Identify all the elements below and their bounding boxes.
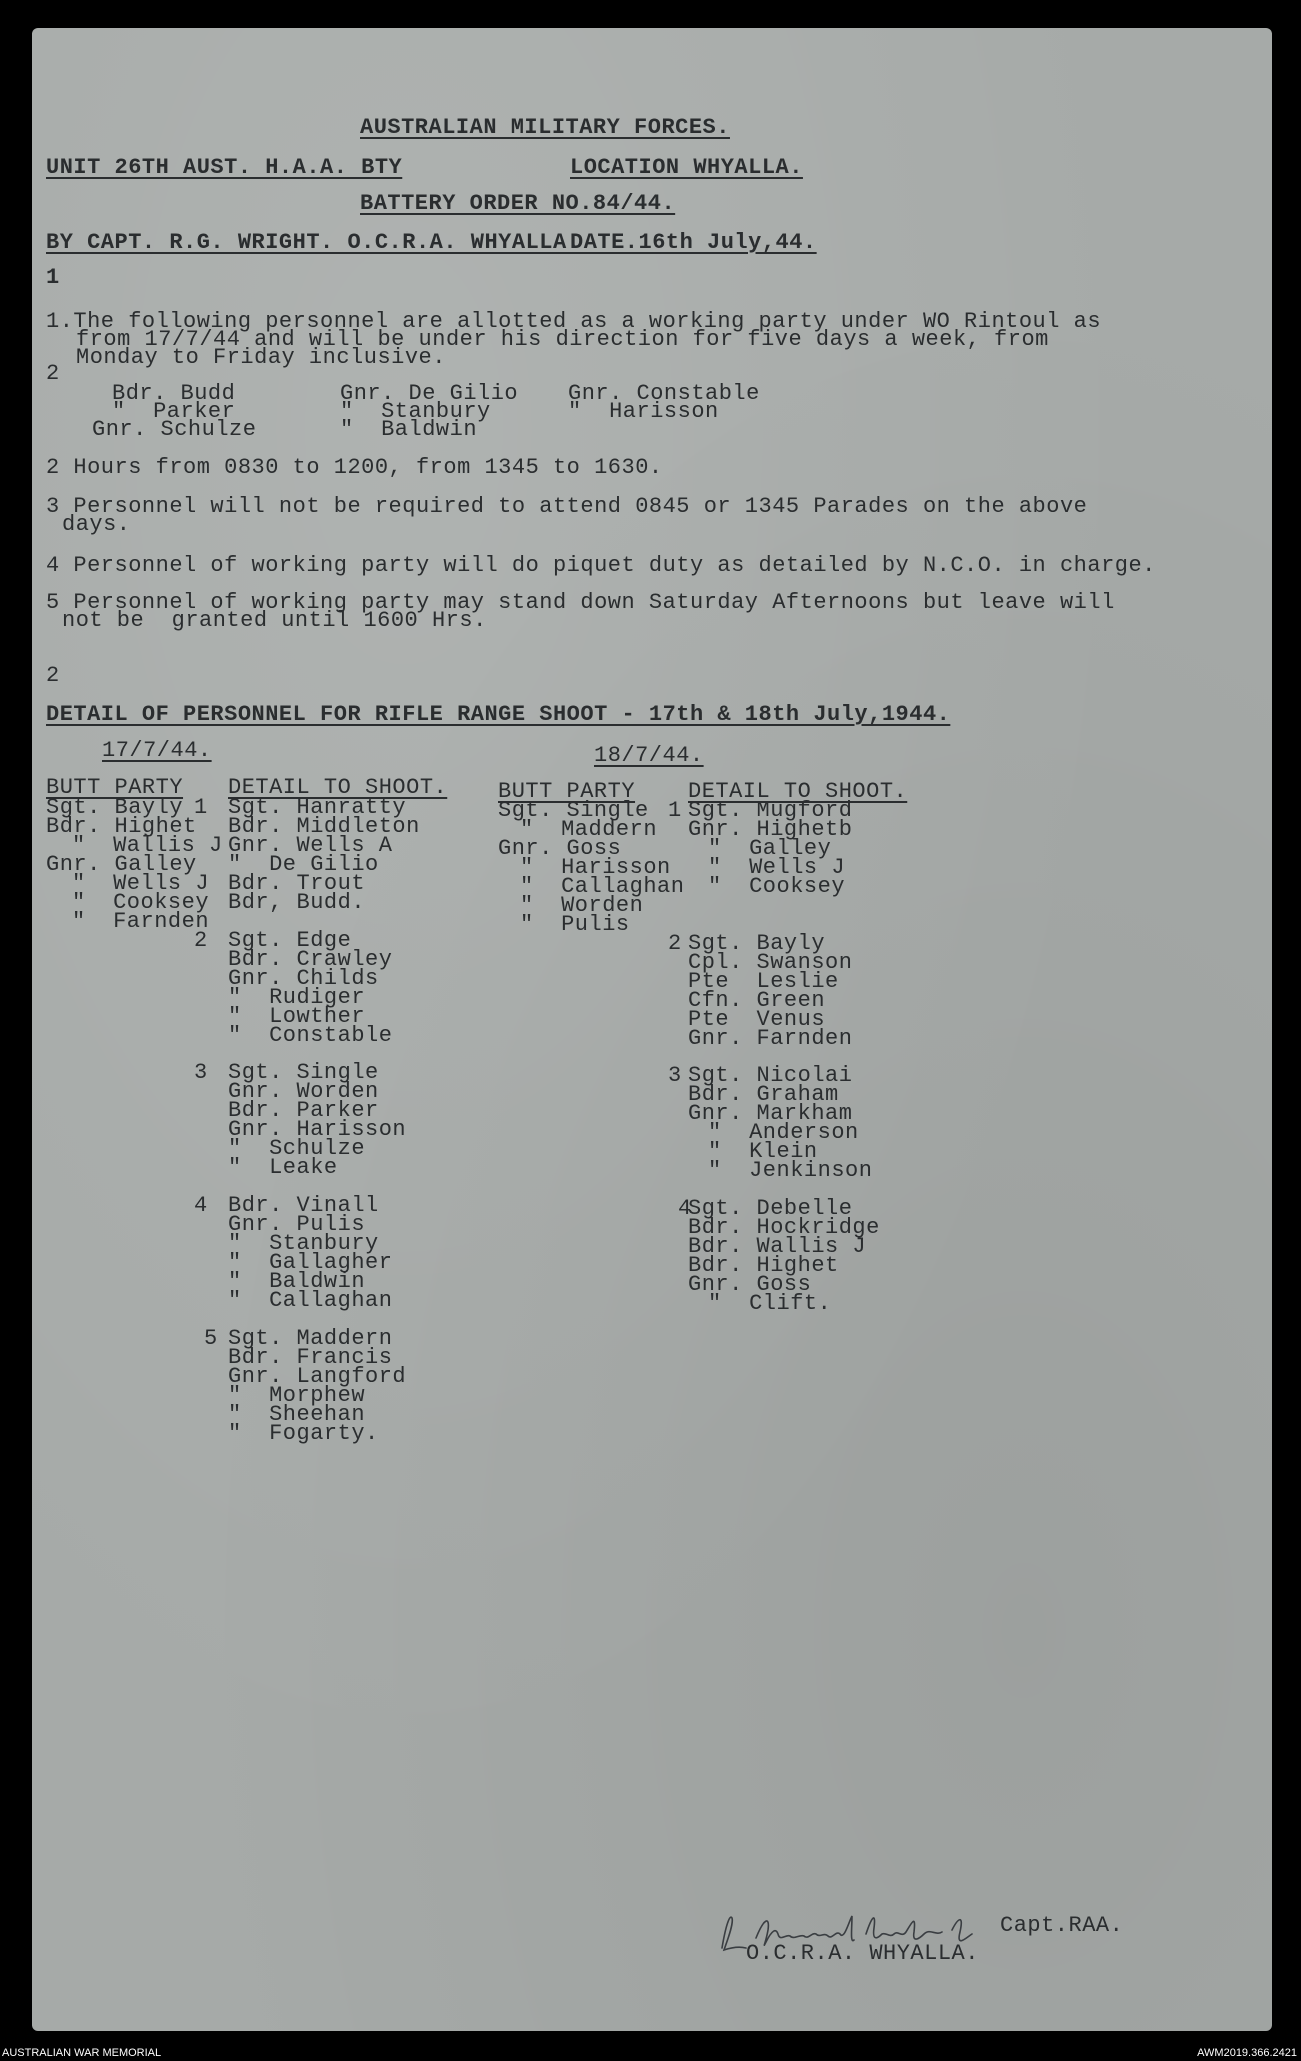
group-number: 5: [204, 1326, 218, 1351]
location-line: LOCATION WHYALLA.: [570, 155, 803, 180]
personnel-r1-c1: Bdr. Budd: [112, 381, 236, 406]
list-item: Bdr. Vinall: [228, 1193, 379, 1218]
personnel-r3-c2: " Baldwin: [340, 417, 478, 442]
list-item: Sgt. Single: [228, 1060, 379, 1085]
list-item: " Jenkinson: [708, 1158, 873, 1183]
list-item: " Worden: [520, 893, 644, 918]
day1-date: 17/7/44.: [102, 738, 212, 763]
archive-credit: AUSTRALIAN WAR MEMORIAL: [2, 2047, 162, 2059]
personnel-r1-c3: Gnr. Constable: [568, 381, 760, 406]
personnel-r1-c2: Gnr. De Gilio: [340, 381, 519, 406]
personnel-r2-c3: " Harisson: [568, 399, 719, 424]
para4: 4 Personnel of working party will do piquet duty as detailed by N.C.O. in charge.: [46, 553, 1156, 578]
para1-line3: Monday to Friday inclusive.: [76, 345, 446, 370]
list-item: Sgt. Nicolai: [688, 1063, 853, 1088]
document-page: [32, 28, 1272, 2031]
list-item: Gnr. Langford: [228, 1364, 407, 1389]
list-item: Gnr. Worden: [228, 1079, 379, 1104]
list-item: " Maddern: [520, 817, 658, 842]
archive-reference: AWM2019.366.2421: [1197, 2047, 1297, 2059]
list-item: Pte Leslie: [688, 969, 839, 994]
list-item: " Leake: [228, 1155, 338, 1180]
group-number: 4: [678, 1196, 692, 1221]
list-item: Bdr. Trout: [228, 871, 366, 896]
list-item: Gnr. Childs: [228, 966, 379, 991]
list-item: Gnr. Goss: [688, 1272, 812, 1297]
day1-detail-header: DETAIL TO SHOOT.: [228, 775, 448, 800]
list-item: Cfn. Green: [688, 988, 826, 1013]
list-item: Bdr, Budd.: [228, 890, 366, 915]
list-item: " Wallis J: [72, 833, 223, 858]
list-item: " Clift.: [708, 1291, 832, 1316]
list-item: " Pulis: [520, 912, 630, 937]
list-item: " Schulze: [228, 1136, 366, 1161]
list-item: Sgt. Mugford: [688, 798, 853, 823]
para5-line2: not be granted until 1600 Hrs.: [62, 608, 487, 633]
signature-rank: Capt.RAA.: [1000, 1913, 1124, 1938]
list-item: Bdr. Hockridge: [688, 1215, 880, 1240]
org-heading: AUSTRALIAN MILITARY FORCES.: [360, 115, 730, 140]
list-item: Bdr. Middleton: [228, 814, 420, 839]
personnel-r3-c1: Gnr. Schulze: [92, 417, 257, 442]
list-item: Sgt. Single: [498, 798, 649, 823]
list-item: " Farnden: [72, 909, 210, 934]
list-item: " Rudiger: [228, 985, 366, 1010]
list-item: Gnr. Farnden: [688, 1026, 853, 1051]
group-number: 3: [668, 1063, 682, 1088]
day2-date: 18/7/44.: [594, 743, 704, 768]
list-item: " De Gilio: [228, 852, 379, 877]
para5-line1: 5 Personnel of working party may stand down Saturday Afternoons but leave will: [46, 590, 1115, 615]
personnel-r2-c1: " Parker: [112, 399, 236, 424]
list-item: " Callaghan: [520, 874, 685, 899]
group-number: 1: [668, 798, 682, 823]
list-item: " Fogarty.: [228, 1421, 379, 1446]
list-item: " Gallagher: [228, 1250, 393, 1275]
strike-mark: 2: [46, 361, 60, 386]
list-item: " Galley: [708, 836, 832, 861]
list-item: Bdr. Crawley: [228, 947, 393, 972]
list-item: Gnr. Wells A: [228, 833, 393, 858]
unit-line: UNIT 26TH AUST. H.A.A. BTY: [46, 155, 403, 180]
list-item: " Baldwin: [228, 1269, 366, 1294]
list-item: Gnr. Markham: [688, 1101, 853, 1126]
issued-by: BY CAPT. R.G. WRIGHT. O.C.R.A. WHYALLA.: [46, 230, 581, 255]
rifle-shoot-title: DETAIL OF PERSONNEL FOR RIFLE RANGE SHOOT - 17th & 18th July,1944.: [46, 702, 951, 727]
group-number: 2: [668, 931, 682, 956]
list-item: " Sheehan: [228, 1402, 366, 1427]
list-item: " Constable: [228, 1023, 393, 1048]
section-number-1: 1: [46, 265, 60, 290]
list-item: " Cooksey: [72, 890, 210, 915]
list-item: Gnr. Goss: [498, 836, 622, 861]
list-item: " Stanbury: [228, 1231, 379, 1256]
group-number: 4: [194, 1193, 208, 1218]
list-item: Gnr. Galley: [46, 852, 197, 877]
list-item: Bdr. Highet: [46, 814, 197, 839]
list-item: Sgt. Bayly: [688, 931, 826, 956]
list-item: " Klein: [708, 1139, 818, 1164]
list-item: Sgt. Debelle: [688, 1196, 853, 1221]
list-item: " Callaghan: [228, 1288, 393, 1313]
order-number: BATTERY ORDER NO.84/44.: [360, 191, 676, 216]
list-item: Cpl. Swanson: [688, 950, 853, 975]
list-item: Bdr. Wallis J: [688, 1234, 867, 1259]
list-item: Gnr. Harisson: [228, 1117, 407, 1142]
para2: 2 Hours from 0830 to 1200, from 1345 to 1630.: [46, 455, 663, 480]
list-item: Sgt. Edge: [228, 928, 352, 953]
signature-title: O.C.R.A. WHYALLA.: [746, 1941, 979, 1966]
list-item: Bdr. Highet: [688, 1253, 839, 1278]
group-number: 3: [194, 1060, 208, 1085]
list-item: Gnr. Highetb: [688, 817, 853, 842]
group-number: 1: [194, 795, 208, 820]
list-item: Sgt. Hanratty: [228, 795, 407, 820]
section-number-2: 2: [46, 663, 60, 688]
list-item: " Cooksey: [708, 874, 846, 899]
order-date: DATE.16th July,44.: [570, 230, 817, 255]
list-item: " Morphew: [228, 1383, 366, 1408]
day2-butt-header: BUTT PARTY: [498, 779, 636, 804]
list-item: " Lowther: [228, 1004, 366, 1029]
list-item: " Harisson: [520, 855, 671, 880]
group-number: 2: [194, 928, 208, 953]
list-item: Bdr. Parker: [228, 1098, 379, 1123]
day1-butt-header: BUTT PARTY: [46, 775, 184, 800]
para3-line2: days.: [62, 512, 131, 537]
personnel-r2-c2: " Stanbury: [340, 399, 491, 424]
para1-line1: 1.The following personnel are allotted as a working party under WO Rintoul as: [46, 309, 1102, 334]
list-item: Pte Venus: [688, 1007, 826, 1032]
list-item: " Wells J: [708, 855, 846, 880]
list-item: Bdr. Francis: [228, 1345, 393, 1370]
list-item: Sgt. Maddern: [228, 1326, 393, 1351]
para1-line2: from 17/7/44 and will be under his direction for five days a week, from: [76, 327, 1049, 352]
list-item: " Wells J: [72, 871, 210, 896]
list-item: Bdr. Graham: [688, 1082, 839, 1107]
list-item: Sgt. Bayly: [46, 795, 184, 820]
list-item: Gnr. Pulis: [228, 1212, 366, 1237]
para3-line1: 3 Personnel will not be required to attend 0845 or 1345 Parades on the above: [46, 494, 1088, 519]
day2-detail-header: DETAIL TO SHOOT.: [688, 779, 908, 804]
list-item: " Anderson: [708, 1120, 859, 1145]
